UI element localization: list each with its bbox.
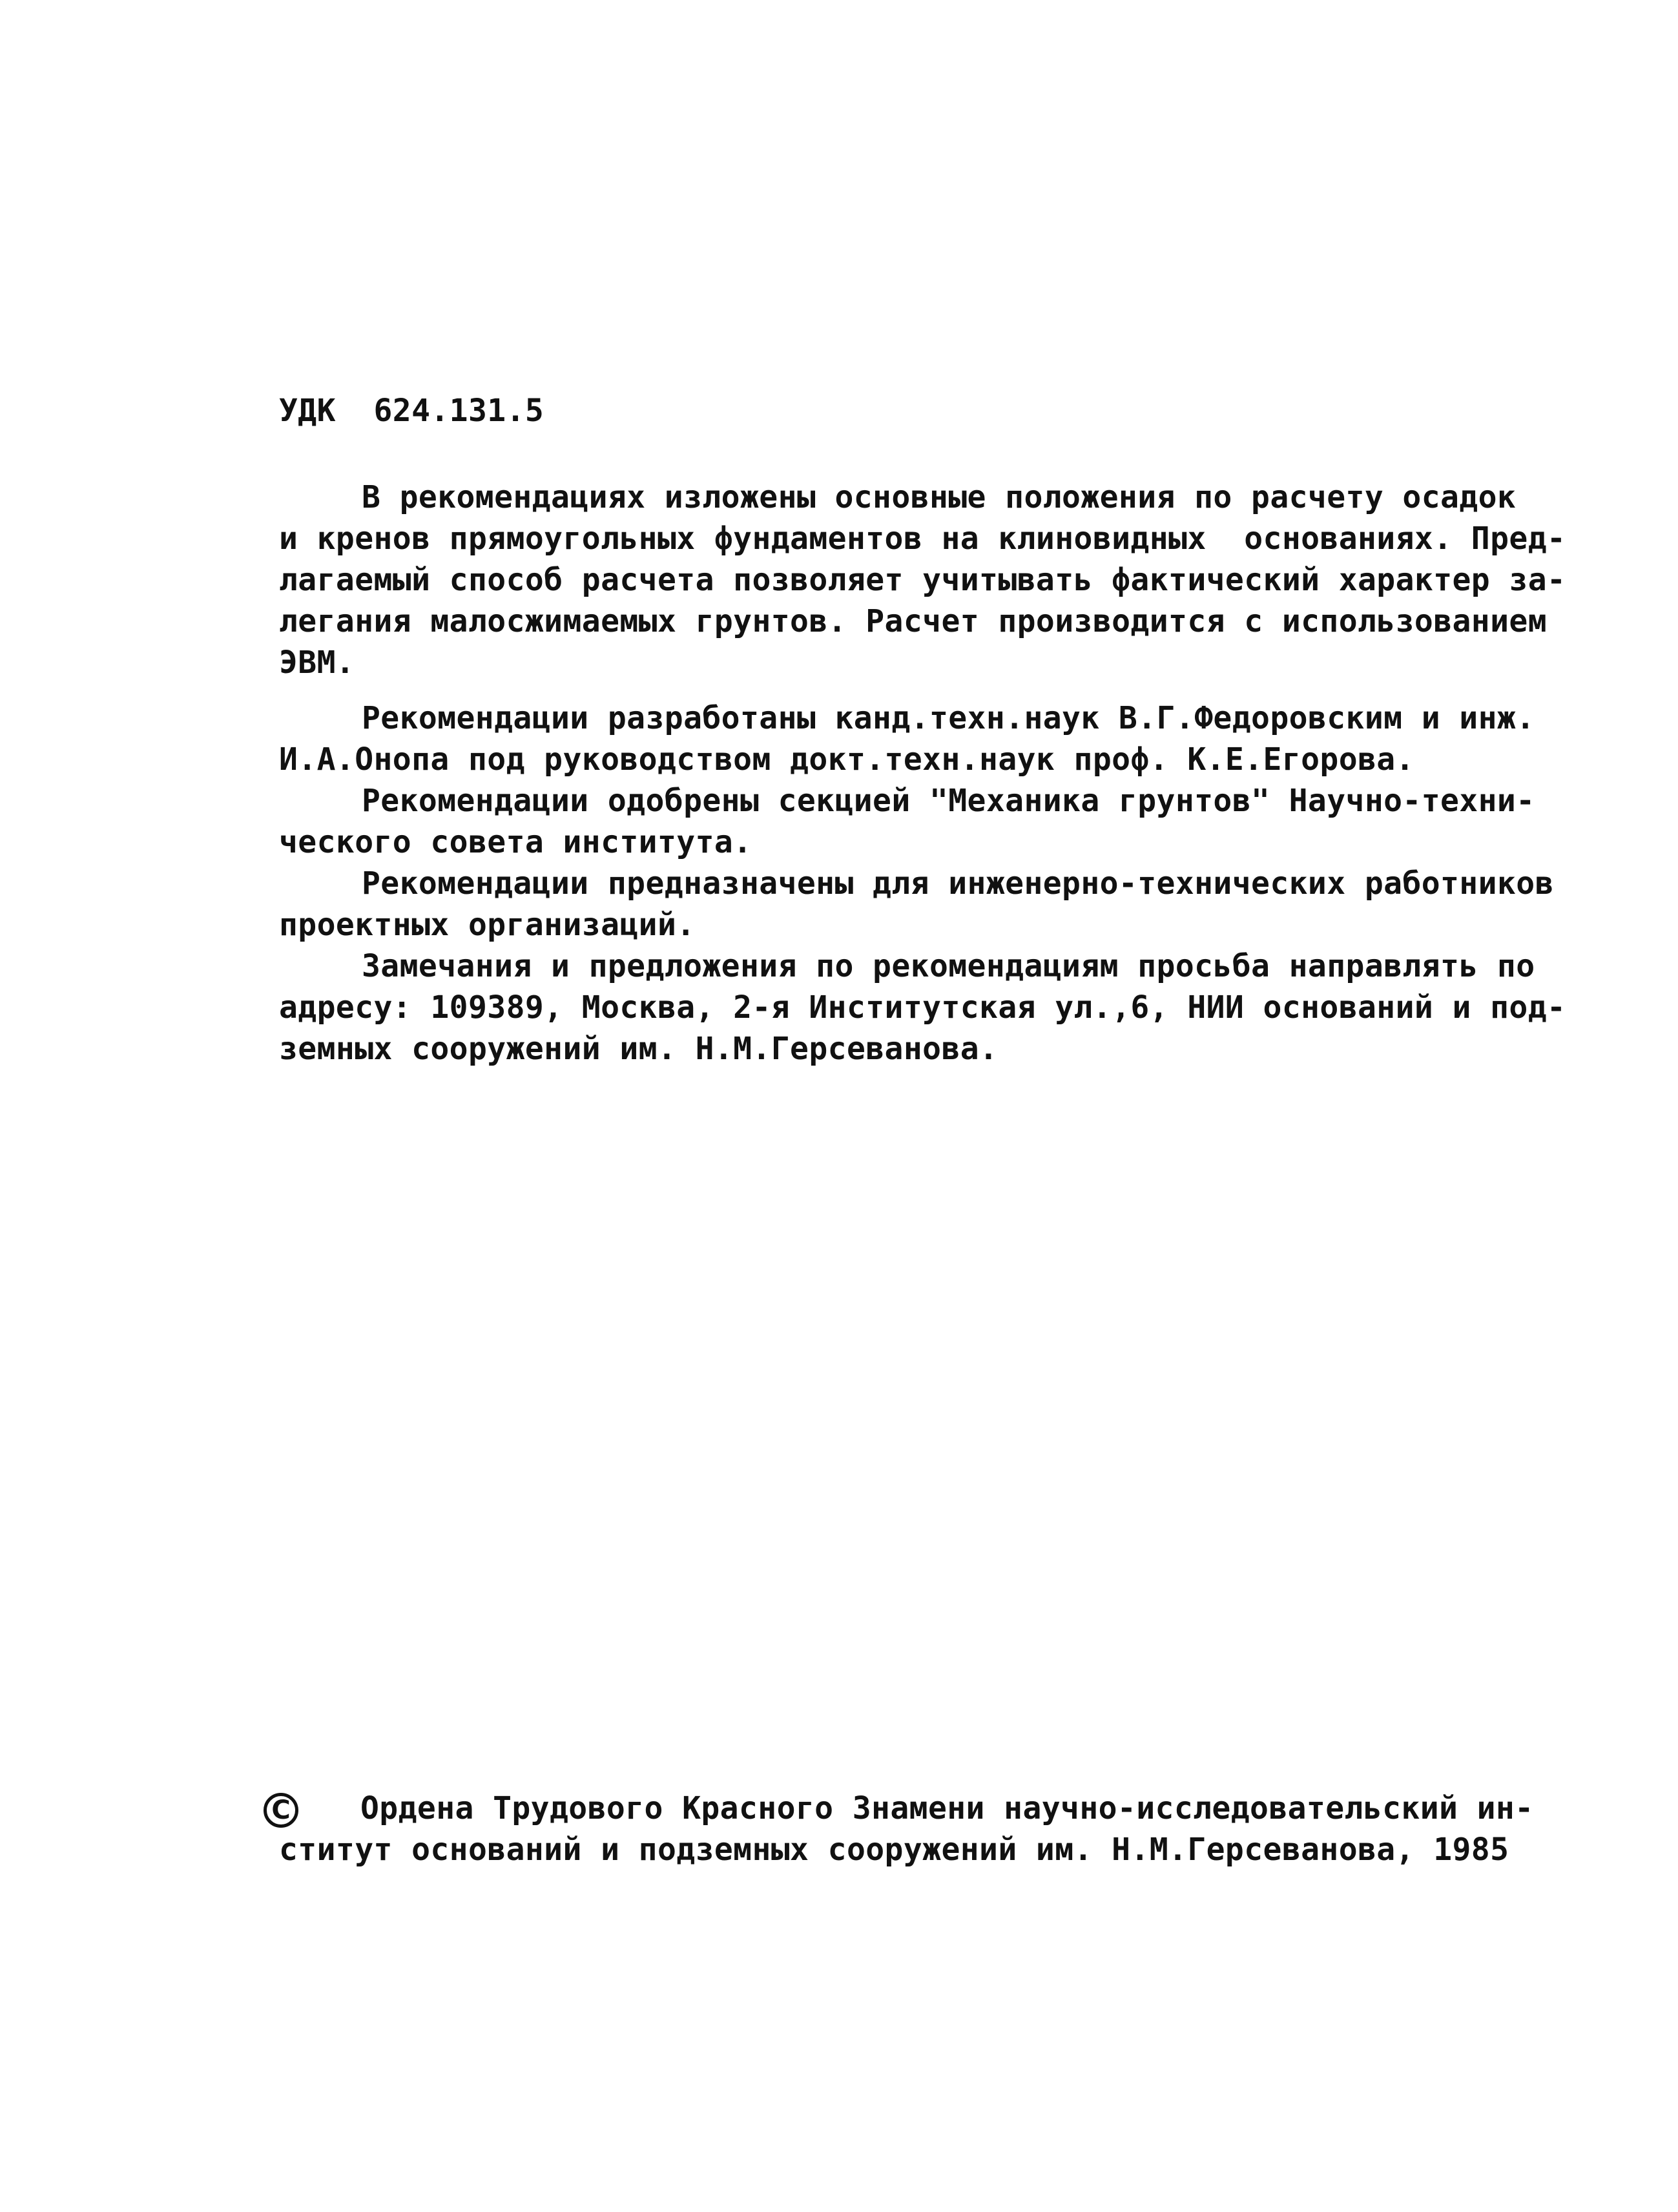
audience-line-2: проектных организаций. [279,907,696,943]
contact-line-2: адресу: 109389, Москва, 2-я Институтская ул.,6, НИИ оснований и под- [279,989,1566,1026]
approval-line-1: Рекомендации одобрены секцией "Механика грунтов" Научно-техни- [362,783,1535,819]
copyright-line-2: ститут оснований и подземных сооружений им. Н.М.Герсеванова, 1985 [279,1832,1509,1868]
audience-line-1: Рекомендации предназначены для инженерно-технических работников [362,865,1554,902]
copyright-icon [264,1793,298,1828]
contact-line-3: земных сооружений им. Н.М.Герсеванова. [279,1031,999,1067]
copyright-line-1: Ордена Трудового Красного Знамени научно-исследовательский ин- [360,1790,1534,1826]
summary-line-1: В рекомендациях изложены основные положения по расчету осадок [362,479,1517,515]
summary-line-4: легания малосжимаемых грунтов. Расчет производится с использованием [279,603,1547,639]
summary-line-3: лагаемый способ расчета позволяет учитывать фактический характер за- [279,562,1566,598]
approval-line-2: ческого совета института. [279,824,752,860]
udk-code: УДК 624.131.5 [279,393,544,429]
authors-line-1: Рекомендации разработаны канд.техн.наук В.Г.Федоровским и инж. [362,700,1535,736]
contact-line-1: Замечания и предложения по рекомендациям просьба направлять по [362,948,1535,984]
copyright-symbol: С [271,1795,291,1825]
summary-line-5: ЭВМ. [279,645,355,681]
authors-line-2: И.А.Онопа под руководством докт.техн.наук проф. К.Е.Егорова. [279,741,1414,778]
summary-line-2: и кренов прямоугольных фундаментов на клиновидных основаниях. Пред- [279,521,1566,557]
